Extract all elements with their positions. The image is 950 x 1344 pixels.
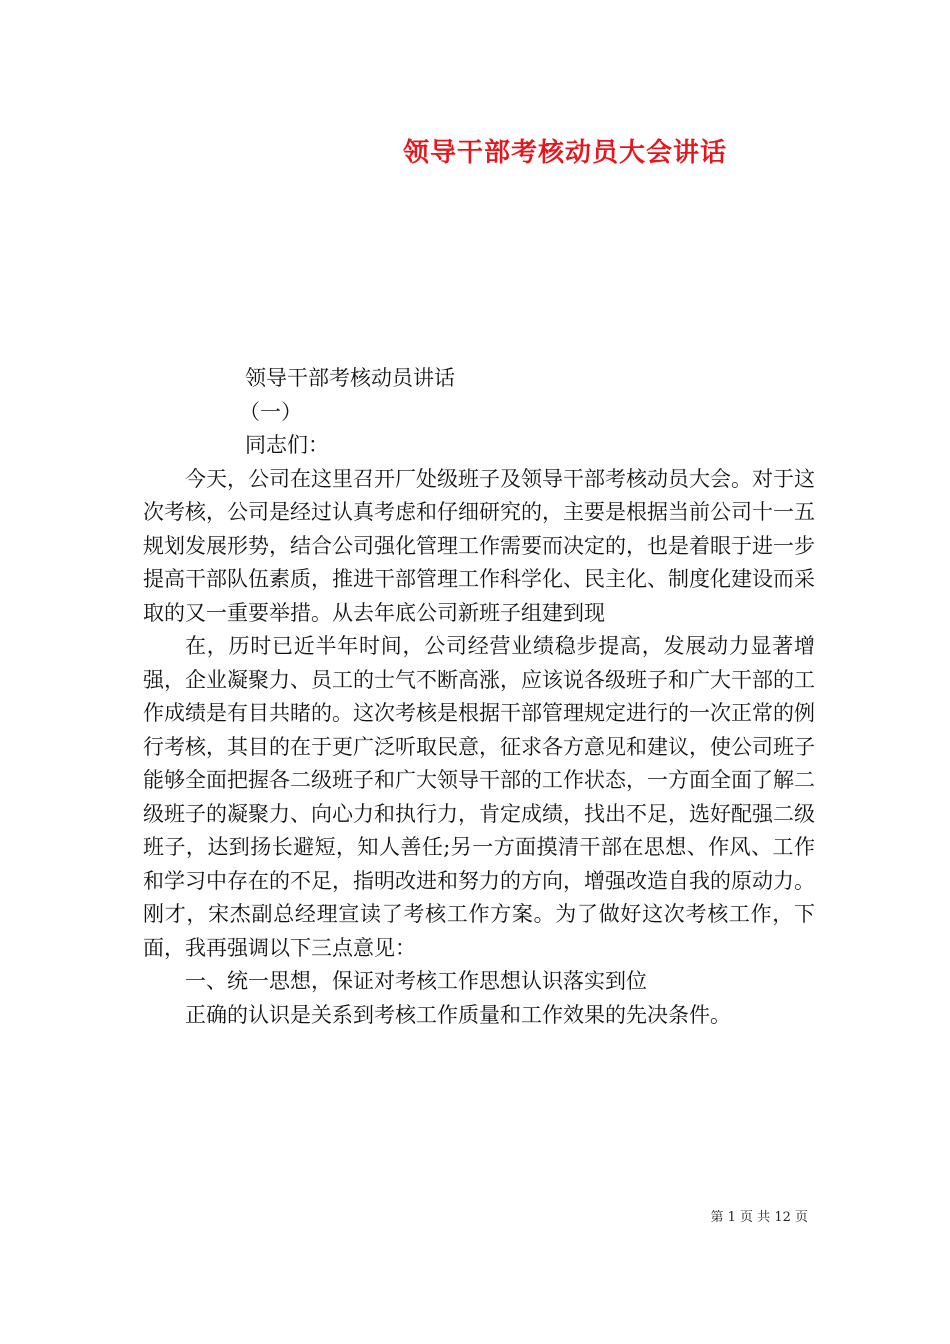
subtitle: 领导干部考核动员讲话 <box>245 366 455 390</box>
page-number: 第 1 页 共 12 页 <box>710 1210 808 1225</box>
paragraph-1: 今天，公司在这里召开厂处级班子及领导干部考核动员大会。对于这次考核，公司是经过认真考虑和仔细研究的，主要是根据当前公司十一五规划发展形势，结合公司强化管理工作需要而决定的，也是着眼于进一步提高干部队伍素质，推进干部管理工作科学化、民主化、制度化建设而采取的又一重要举措。从去年底公司新班子组建到现 <box>143 466 815 625</box>
document-body <box>143 362 815 1032</box>
section-marker: （一） <box>239 399 302 424</box>
document-title: 领导干部考核动员大会讲话 <box>402 138 727 168</box>
paragraph-3: 正确的认识是关系到考核工作质量和工作效果的先决条件。 <box>185 1002 731 1027</box>
section-heading-1: 一、统一思想，保证对考核工作思想认识落实到位 <box>185 969 647 993</box>
paragraph-2: 在，历时已近半年时间，公司经营业绩稳步提高，发展动力显著增强，企业凝聚力、员工的士气不断高涨，应该说各级班子和广大干部的工作成绩是有目共睹的。这次考核是根据干部管理规定进行的一次正常的例行考核，其目的在于更广泛听取民意，征求各方意见和建议，使公司班子能够全面把握各二级班子和广大领导干部的工作状态，一方面全面了解二级班子的凝聚力、向心力和执行力，肯定成绩，找出不足，选好配强二级班子，达到扬长避短，知人善任;另一方面摸清干部在思想、作风、工作和学习中存在的不足，指明改进和努力的方向，增强改造自我的原动力。刚才，宋杰副总经理宣读了考核工作方案。为了做好这次考核工作，下面，我再强调以下三点意见： <box>143 634 815 960</box>
salutation: 同志们： <box>245 433 329 457</box>
